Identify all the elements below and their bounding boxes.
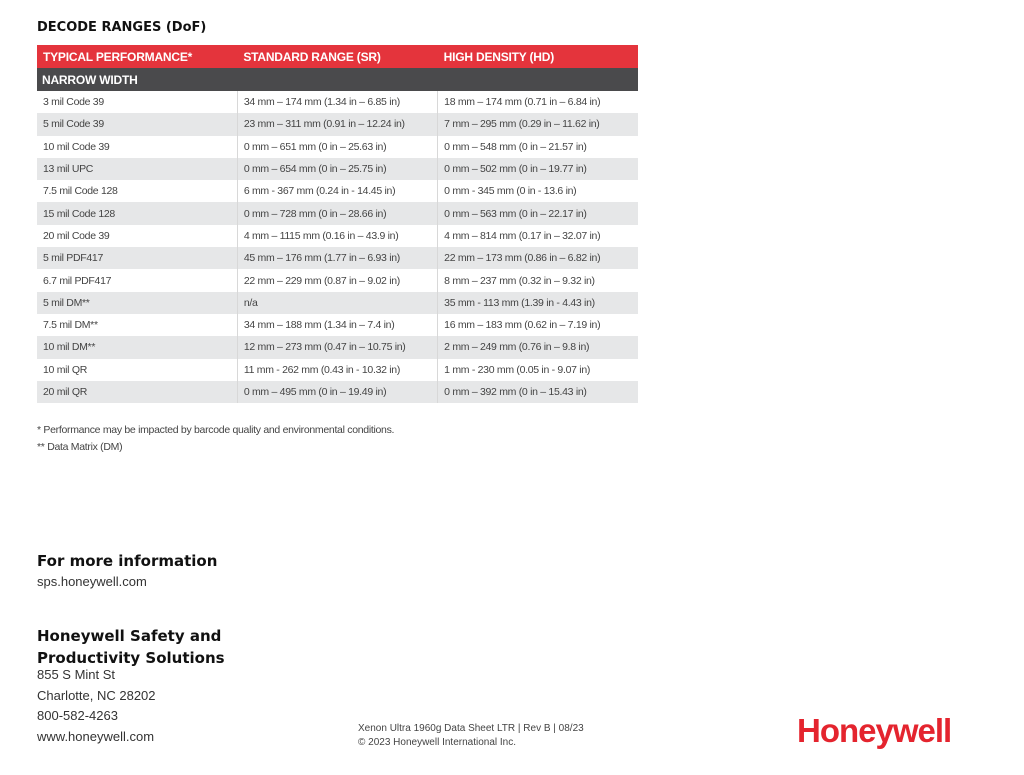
symbology-cell: 7.5 mil DM** bbox=[43, 319, 98, 332]
footnote: ** Data Matrix (DM) bbox=[37, 441, 123, 453]
table-row bbox=[37, 180, 638, 202]
symbology-cell: 5 mil DM** bbox=[37, 292, 237, 314]
symbology-cell: 15 mil Code 128 bbox=[37, 202, 237, 224]
standard-range-cell: 34 mm – 188 mm (1.34 in – 7.4 in) bbox=[237, 314, 437, 336]
symbology-cell: 10 mil QR bbox=[43, 363, 87, 376]
standard-range-cell: 0 mm – 654 mm (0 in – 25.75 in) bbox=[237, 158, 437, 180]
document-footer bbox=[358, 722, 584, 750]
symbology-cell: 6.7 mil PDF417 bbox=[43, 274, 112, 287]
standard-range-cell: 23 mm – 311 mm (0.91 in – 12.24 in) bbox=[237, 113, 437, 135]
symbology-cell: 5 mil Code 39 bbox=[37, 113, 237, 135]
column-header: TYPICAL PERFORMANCE* bbox=[37, 45, 237, 68]
symbology-cell: 13 mil UPC bbox=[37, 158, 237, 180]
high-density-cell: 35 mm - 113 mm (1.39 in - 4.43 in) bbox=[438, 292, 638, 314]
table-row bbox=[37, 381, 638, 403]
symbology-cell: 5 mil PDF417 bbox=[37, 247, 237, 269]
column-header: HIGH DENSITY (HD) bbox=[438, 45, 638, 68]
high-density-cell: 0 mm – 392 mm (0 in – 15.43 in) bbox=[438, 381, 638, 403]
symbology-cell: 10 mil Code 39 bbox=[43, 140, 110, 153]
table-row bbox=[37, 91, 638, 113]
company-address bbox=[37, 665, 156, 748]
table-header-row bbox=[37, 45, 638, 68]
address-city: Charlotte, NC 28202 bbox=[37, 687, 156, 703]
table-row bbox=[37, 158, 638, 180]
standard-range-cell: 22 mm – 229 mm (0.87 in – 9.02 in) bbox=[237, 269, 437, 291]
more-info-link[interactable]: sps.honeywell.com bbox=[37, 574, 147, 589]
column-header: STANDARD RANGE (SR) bbox=[237, 45, 437, 68]
high-density-cell: 8 mm – 237 mm (0.32 in – 9.32 in) bbox=[438, 269, 638, 291]
table-row bbox=[37, 113, 638, 135]
high-density-cell: 16 mm – 183 mm (0.62 in – 7.19 in) bbox=[438, 314, 638, 336]
footnote: * Performance may be impacted by barcode quality and environmental conditions. bbox=[37, 424, 395, 436]
high-density-cell: 0 mm - 345 mm (0 in - 13.6 in) bbox=[438, 180, 638, 202]
symbology-cell: 20 mil Code 39 bbox=[43, 229, 110, 242]
table-row bbox=[37, 359, 638, 381]
standard-range-cell: 0 mm – 495 mm (0 in – 19.49 in) bbox=[237, 381, 437, 403]
website-link[interactable]: www.honeywell.com bbox=[37, 729, 155, 745]
table-row bbox=[37, 314, 638, 336]
high-density-cell: 7 mm – 295 mm (0.29 in – 11.62 in) bbox=[438, 113, 638, 135]
honeywell-logo: Honeywell bbox=[797, 712, 952, 749]
phone: 800-582-4263 bbox=[37, 708, 118, 724]
standard-range-cell: 34 mm – 174 mm (1.34 in – 6.85 in) bbox=[237, 91, 437, 113]
high-density-cell: 1 mm - 230 mm (0.05 in - 9.07 in) bbox=[438, 359, 638, 381]
symbology-cell: 10 mil DM** bbox=[37, 336, 237, 358]
section-title: DECODE RANGES (DoF) bbox=[37, 20, 207, 35]
section-label: NARROW WIDTH bbox=[37, 68, 638, 91]
high-density-cell: 2 mm – 249 mm (0.76 in – 9.8 in) bbox=[438, 336, 638, 358]
footnotes bbox=[37, 422, 394, 456]
standard-range-cell: n/a bbox=[237, 292, 437, 314]
high-density-cell: 0 mm – 563 mm (0 in – 22.17 in) bbox=[438, 202, 638, 224]
table-row bbox=[37, 336, 638, 358]
decode-ranges-table bbox=[37, 45, 638, 403]
standard-range-cell: 0 mm – 728 mm (0 in – 28.66 in) bbox=[237, 202, 437, 224]
company-name bbox=[37, 625, 225, 669]
high-density-cell: 18 mm – 174 mm (0.71 in – 6.84 in) bbox=[438, 91, 638, 113]
table-row bbox=[37, 292, 638, 314]
standard-range-cell: 0 mm – 651 mm (0 in – 25.63 in) bbox=[237, 136, 437, 158]
section-row bbox=[37, 68, 638, 91]
standard-range-cell: 45 mm – 176 mm (1.77 in – 6.93 in) bbox=[237, 247, 437, 269]
document-info: Xenon Ultra 1960g Data Sheet LTR | Rev B | 08/23 bbox=[358, 723, 584, 734]
high-density-cell: 0 mm – 548 mm (0 in – 21.57 in) bbox=[438, 136, 638, 158]
symbology-cell: 20 mil QR bbox=[37, 381, 237, 403]
high-density-cell: 4 mm – 814 mm (0.17 in – 32.07 in) bbox=[438, 225, 638, 247]
symbology-cell: 7.5 mil Code 128 bbox=[43, 185, 118, 198]
table-row bbox=[37, 202, 638, 224]
copyright: © 2023 Honeywell International Inc. bbox=[358, 737, 517, 748]
company-name-line: Honeywell Safety and bbox=[37, 627, 222, 645]
standard-range-cell: 4 mm – 1115 mm (0.16 in – 43.9 in) bbox=[237, 225, 437, 247]
symbology-cell: 3 mil Code 39 bbox=[43, 96, 104, 109]
standard-range-cell: 12 mm – 273 mm (0.47 in – 10.75 in) bbox=[237, 336, 437, 358]
table-row bbox=[37, 136, 638, 158]
standard-range-cell: 11 mm - 262 mm (0.43 in - 10.32 in) bbox=[237, 359, 437, 381]
high-density-cell: 0 mm – 502 mm (0 in – 19.77 in) bbox=[438, 158, 638, 180]
company-name-line: Productivity Solutions bbox=[37, 649, 225, 667]
high-density-cell: 22 mm – 173 mm (0.86 in – 6.82 in) bbox=[438, 247, 638, 269]
table-row bbox=[37, 225, 638, 247]
table-row bbox=[37, 269, 638, 291]
table-row bbox=[37, 247, 638, 269]
address-street: 855 S Mint St bbox=[37, 667, 116, 682]
standard-range-cell: 6 mm - 367 mm (0.24 in - 14.45 in) bbox=[237, 180, 437, 202]
more-info-heading: For more information bbox=[37, 552, 218, 570]
